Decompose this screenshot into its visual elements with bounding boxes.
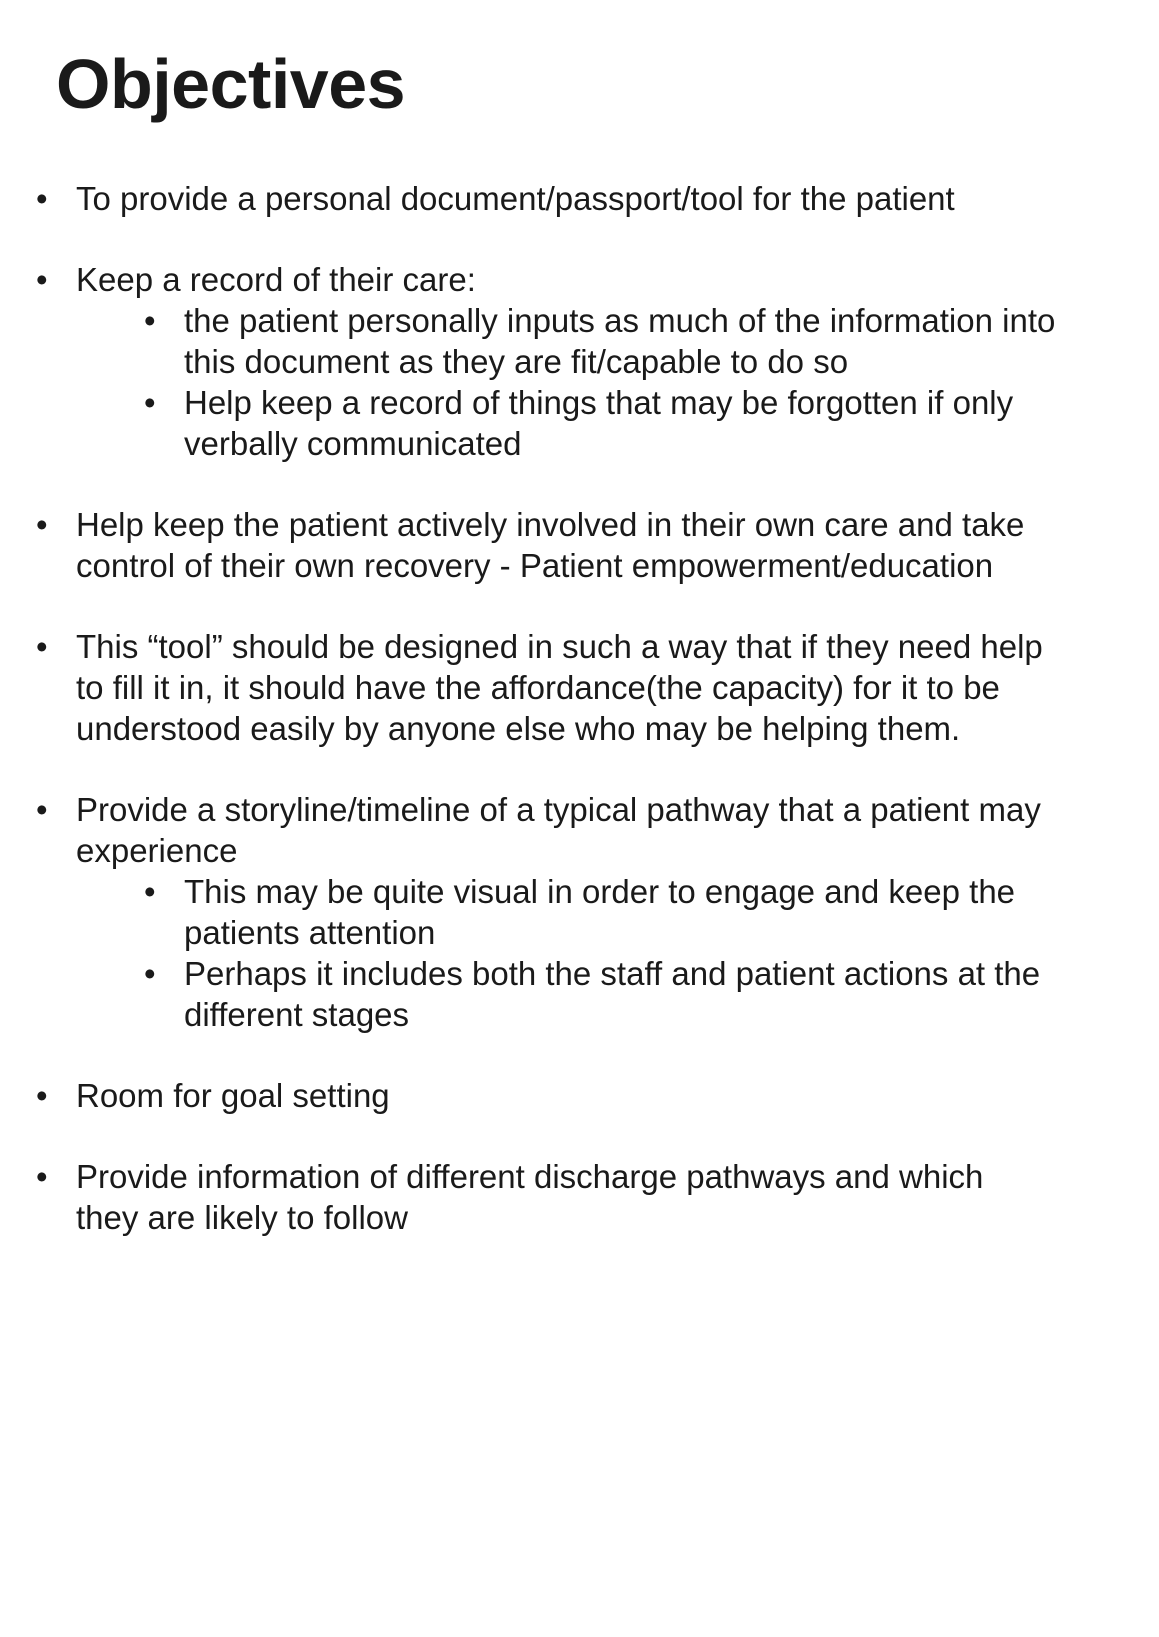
objective-text: This “tool” should be designed in such a way that if they need help to fill it in, it should have the affordance(the capacity) for it to be understood easily by anyone else who may be helping them. (76, 628, 1043, 747)
objective-item (0, 789, 1159, 1035)
objective-text: Provide information of different discharge pathways and which they are likely to follow (76, 1158, 984, 1236)
page-title: Objectives (56, 45, 406, 123)
objective-text: To provide a personal document/passport/tool for the patient (76, 180, 955, 217)
objective-item (0, 178, 1159, 219)
objective-subitem (76, 382, 1139, 464)
bullet-icon: • (144, 384, 156, 421)
objective-text: Keep a record of their care: (76, 261, 476, 298)
objective-subitem-text: the patient personally inputs as much of the information into this document as they are fit/capable to do so (184, 302, 1056, 380)
bullet-icon: • (36, 1158, 48, 1195)
objective-subitem (76, 300, 1139, 382)
objective-subitem (76, 953, 1139, 1035)
objective-text: Room for goal setting (76, 1077, 390, 1114)
objective-subitem-text: Help keep a record of things that may be forgotten if only verbally communicated (184, 384, 1014, 462)
bullet-icon: • (144, 955, 156, 992)
bullet-icon: • (144, 302, 156, 339)
objective-text: Provide a storyline/timeline of a typical pathway that a patient may experience (76, 791, 1041, 869)
bullet-icon: • (36, 1077, 48, 1114)
objective-item (0, 626, 1159, 749)
bullet-icon: • (36, 261, 48, 298)
objective-sublist (76, 300, 1139, 464)
objective-item (0, 1075, 1159, 1116)
objectives-list (0, 178, 1159, 1278)
objective-subitem-text: This may be quite visual in order to engage and keep the patients attention (184, 873, 1016, 951)
bullet-icon: • (144, 873, 156, 910)
bullet-icon: • (36, 628, 48, 665)
objective-item (0, 504, 1159, 586)
bullet-icon: • (36, 180, 48, 217)
objective-subitem-text: Perhaps it includes both the staff and patient actions at the different stages (184, 955, 1041, 1033)
objective-sublist (76, 871, 1139, 1035)
objective-subitem (76, 871, 1139, 953)
bullet-icon: • (36, 506, 48, 543)
objective-item (0, 1156, 1159, 1238)
bullet-icon: • (36, 791, 48, 828)
objective-text: Help keep the patient actively involved in their own care and take control of their own recovery - Patient empowerment/education (76, 506, 1025, 584)
objective-item (0, 259, 1159, 464)
